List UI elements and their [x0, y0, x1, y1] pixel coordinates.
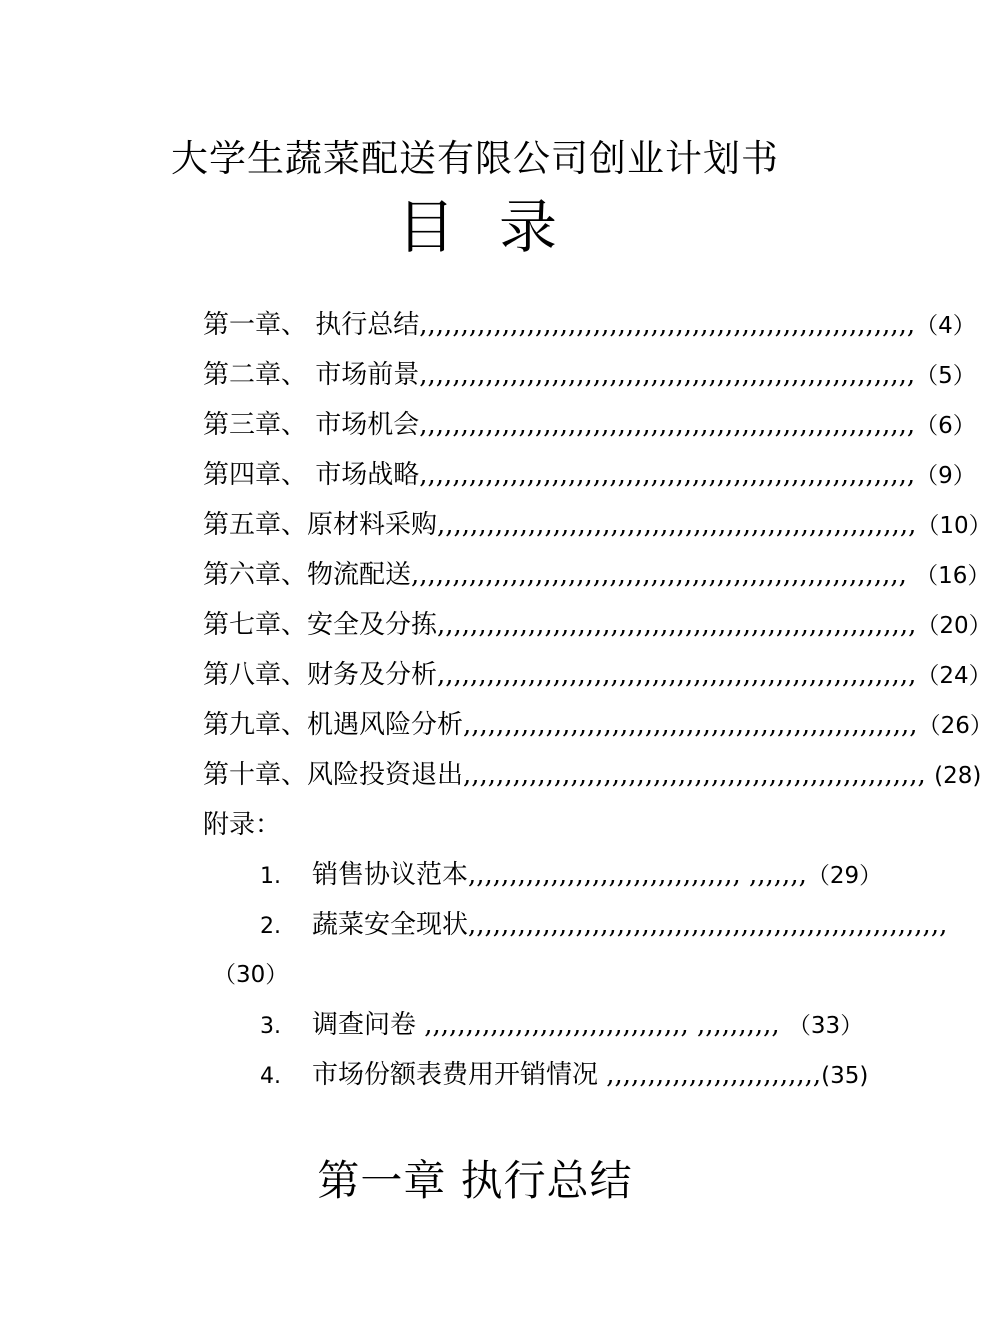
appendix-item-3[interactable]: [203, 1005, 864, 1055]
appendix-item-1[interactable]: [203, 855, 883, 905]
toc-entry-3[interactable]: 第三章、 市场机会,,,,,,,,,,,,,,,,,,,,,,,,,,,,,,,,,,,,,,,,,,,,,,,,,,,,,,,,,,,,（6）: [203, 410, 976, 440]
toc-entry-8[interactable]: 第八章、财务及分析,,,,,,,,,,,,,,,,,,,,,,,,,,,,,,,,,,,,,,,,,,,,,,,,,,,,,,,,,,（24）: [203, 660, 992, 690]
toc-entry-7[interactable]: 第七章、安全及分拣,,,,,,,,,,,,,,,,,,,,,,,,,,,,,,,,,,,,,,,,,,,,,,,,,,,,,,,,,,（20）: [203, 610, 992, 640]
appendix-item-text: 销售协议范本,,,,,,,,,,,,,,,,,,,,,,,,,,,,,,,,, ,,,,,,,: [312, 860, 807, 890]
appendix-item-text: 蔬菜安全现状,,,,,,,,,,,,,,,,,,,,,,,,,,,,,,,,,,,,,,,,,,,,,,,,,,,,,,,,,,: [312, 910, 948, 940]
toc-entry-5[interactable]: 第五章、原材料采购,,,,,,,,,,,,,,,,,,,,,,,,,,,,,,,,,,,,,,,,,,,,,,,,,,,,,,,,,,（10）: [203, 510, 992, 540]
toc-page-number: （20）: [916, 613, 992, 639]
appendix-item-number: 3.: [260, 1014, 281, 1039]
toc-page-number: （9）: [915, 463, 976, 489]
toc-entry-10[interactable]: 第十章、风险投资退出,,,,,,,,,,,,,,,,,,,,,,,,,,,,,,,,,,,,,,,,,,,,,,,,,,,,,,,, (28): [203, 760, 982, 790]
chapter-heading: 第一章 执行总结: [317, 1156, 633, 1205]
toc-page-number: （16）: [915, 563, 991, 589]
appendix-item-number: 2.: [260, 914, 281, 939]
toc-entry-9[interactable]: 第九章、机遇风险分析,,,,,,,,,,,,,,,,,,,,,,,,,,,,,,,,,,,,,,,,,,,,,,,,,,,,,,,（26）: [203, 710, 993, 740]
appendix-page-number: (35): [821, 1063, 869, 1089]
toc-page-number: （5）: [915, 363, 976, 389]
toc-page-number: （24）: [916, 663, 992, 689]
toc-page-number: （10）: [916, 513, 992, 539]
appendix-item-2-page-number: （30）: [213, 962, 289, 988]
table-of-contents: [203, 305, 993, 1105]
appendix-page-number: （33）: [787, 1013, 864, 1039]
toc-page-number: (28): [934, 763, 982, 789]
toc-entry-2[interactable]: 第二章、 市场前景,,,,,,,,,,,,,,,,,,,,,,,,,,,,,,,,,,,,,,,,,,,,,,,,,,,,,,,,,,,,（5）: [203, 360, 976, 390]
document-title: 大学生蔬菜配送有限公司创业计划书: [171, 137, 779, 180]
appendix-item-number: 4.: [260, 1064, 281, 1089]
toc-page-number: （26）: [917, 713, 993, 739]
appendix-item-2[interactable]: [203, 905, 948, 955]
toc-entry-6[interactable]: 第六章、物流配送,,,,,,,,,,,,,,,,,,,,,,,,,,,,,,,,,,,,,,,,,,,,,,,,,,,,,,,,,,,, （16）: [203, 560, 991, 590]
appendix-item-text: 市场份额表费用开销情况 ,,,,,,,,,,,,,,,,,,,,,,,,,,: [312, 1060, 822, 1090]
toc-page-number: （4）: [915, 313, 976, 339]
toc-entry-1[interactable]: 第一章、 执行总结,,,,,,,,,,,,,,,,,,,,,,,,,,,,,,,,,,,,,,,,,,,,,,,,,,,,,,,,,,,,（4）: [203, 310, 976, 340]
toc-entry-4[interactable]: 第四章、 市场战略,,,,,,,,,,,,,,,,,,,,,,,,,,,,,,,,,,,,,,,,,,,,,,,,,,,,,,,,,,,,（9）: [203, 460, 976, 490]
appendix-item-text: 调查问卷 ,,,,,,,,,,,,,,,,,,,,,,,,,,,,,,,, ,,,,,,,,,,: [312, 1010, 788, 1040]
appendix-item-number: 1.: [260, 864, 281, 889]
toc-page-number: （6）: [915, 413, 976, 439]
appendix-item-4[interactable]: [203, 1055, 869, 1105]
appendix-label: 附录：: [203, 810, 282, 840]
appendix-page-number: （29）: [806, 863, 883, 889]
toc-heading: 目录: [396, 193, 601, 261]
